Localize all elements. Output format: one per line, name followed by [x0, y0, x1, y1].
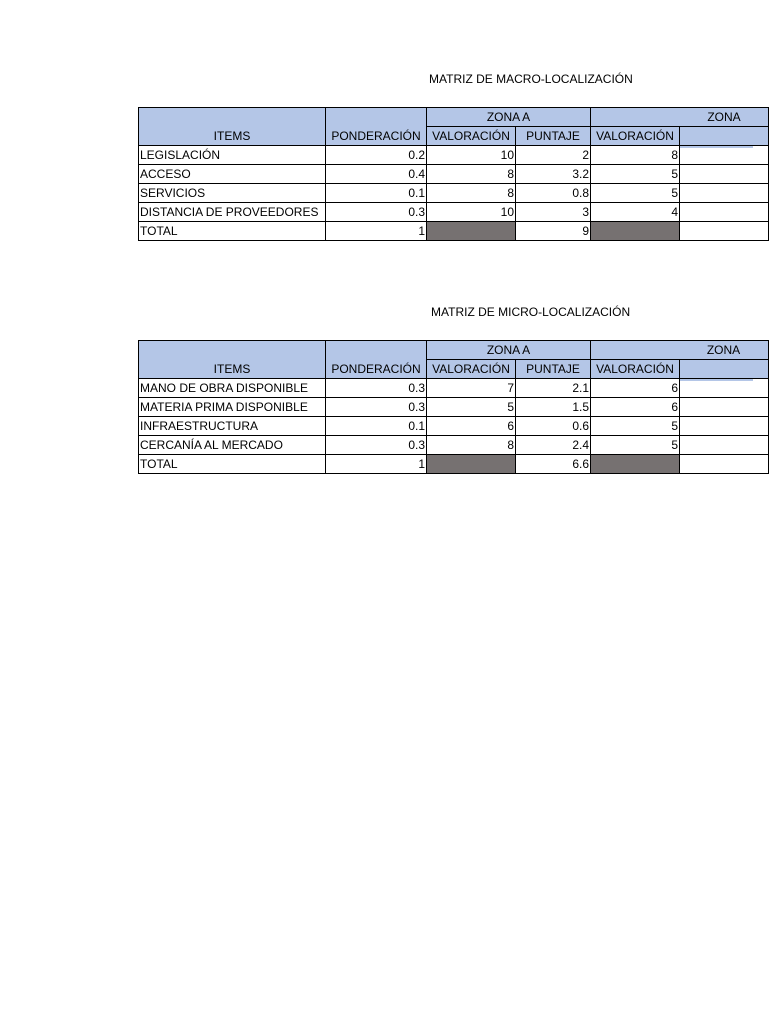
row-puntaje-a: 3.2 — [516, 165, 591, 184]
row-puntaje-a: 3 — [516, 203, 591, 222]
table-row — [139, 398, 769, 417]
row-ponderacion: 0.3 — [326, 436, 427, 455]
row-valoracion-a: 6 — [427, 417, 516, 436]
total-ponderacion: 1 — [326, 222, 427, 241]
row-item: MATERIA PRIMA DISPONIBLE — [139, 398, 326, 417]
micro-header-puntaje-b — [680, 360, 769, 379]
row-item: MANO DE OBRA DISPONIBLE — [139, 379, 326, 398]
row-valoracion-b: 6 — [591, 379, 680, 398]
row-valoracion-a: 10 — [427, 146, 516, 165]
row-valoracion-a: 10 — [427, 203, 516, 222]
micro-header-ponderacion: PONDERACIÓN — [326, 341, 427, 379]
row-valoracion-b: 5 — [591, 417, 680, 436]
total-label: TOTAL — [139, 455, 326, 474]
row-puntaje-a: 1.5 — [516, 398, 591, 417]
row-valoracion-b: 5 — [591, 165, 680, 184]
row-item: INFRAESTRUCTURA — [139, 417, 326, 436]
row-puntaje-b — [680, 184, 769, 203]
row-puntaje-b — [680, 203, 769, 222]
macro-header-zona-a: ZONA A — [427, 108, 591, 127]
row-puntaje-a: 2 — [516, 146, 591, 165]
macro-header-valoracion-b: VALORACIÓN — [591, 127, 680, 146]
micro-header-valoracion-b: VALORACIÓN — [591, 360, 680, 379]
micro-header-items: ITEMS — [139, 341, 326, 379]
total-label: TOTAL — [139, 222, 326, 241]
table-row — [139, 417, 769, 436]
row-valoracion-a: 5 — [427, 398, 516, 417]
row-valoracion-a: 8 — [427, 165, 516, 184]
row-valoracion-a: 7 — [427, 379, 516, 398]
row-item: LEGISLACIÓN — [139, 146, 326, 165]
micro-matrix-table — [138, 340, 741, 479]
table-row — [139, 379, 769, 398]
row-valoracion-b: 6 — [591, 398, 680, 417]
total-valoracion-a-shaded — [427, 222, 516, 241]
row-ponderacion: 0.3 — [326, 398, 427, 417]
row-puntaje-b — [680, 436, 769, 455]
row-puntaje-a: 2.4 — [516, 436, 591, 455]
micro-header-zona-b — [591, 341, 769, 360]
row-puntaje-a: 0.6 — [516, 417, 591, 436]
row-valoracion-b: 5 — [591, 436, 680, 455]
micro-header-zona-b-text: ZONA — [706, 342, 741, 357]
total-puntaje-b — [680, 222, 769, 241]
row-item: ACCESO — [139, 165, 326, 184]
macro-matrix-title: MATRIZ DE MACRO-LOCALIZACIÓN — [429, 72, 633, 86]
row-puntaje-b — [680, 146, 769, 165]
row-puntaje-b — [680, 417, 769, 436]
table-row — [139, 203, 769, 222]
total-ponderacion: 1 — [326, 455, 427, 474]
row-item: CERCANÍA AL MERCADO — [139, 436, 326, 455]
micro-header-puntaje-a: PUNTAJE — [516, 360, 591, 379]
macro-matrix-table — [138, 107, 741, 246]
row-ponderacion: 0.4 — [326, 165, 427, 184]
total-valoracion-a-shaded — [427, 455, 516, 474]
micro-matrix-title: MATRIZ DE MICRO-LOCALIZACIÓN — [431, 305, 631, 319]
macro-header-ponderacion: PONDERACIÓN — [326, 108, 427, 146]
row-puntaje-b — [680, 165, 769, 184]
row-valoracion-b: 5 — [591, 184, 680, 203]
macro-header-zona-b-text: ZONA — [707, 109, 741, 124]
total-puntaje-a: 6.6 — [516, 455, 591, 474]
row-valoracion-a: 8 — [427, 436, 516, 455]
table-row — [139, 165, 769, 184]
total-valoracion-b-shaded — [591, 455, 680, 474]
row-puntaje-a: 2.1 — [516, 379, 591, 398]
row-ponderacion: 0.3 — [326, 203, 427, 222]
total-valoracion-b-shaded — [591, 222, 680, 241]
row-ponderacion: 0.1 — [326, 417, 427, 436]
micro-header-zona-a: ZONA A — [427, 341, 591, 360]
row-ponderacion: 0.3 — [326, 379, 427, 398]
table-row — [139, 436, 769, 455]
macro-header-zona-b — [591, 108, 769, 127]
row-valoracion-a: 8 — [427, 184, 516, 203]
row-item: SERVICIOS — [139, 184, 326, 203]
row-item: DISTANCIA DE PROVEEDORES — [139, 203, 326, 222]
table-row — [139, 146, 769, 165]
total-puntaje-b — [680, 455, 769, 474]
total-row — [139, 455, 769, 474]
macro-header-valoracion-a: VALORACIÓN — [427, 127, 516, 146]
macro-header-puntaje-a: PUNTAJE — [516, 127, 591, 146]
table-row — [139, 184, 769, 203]
row-puntaje-b — [680, 398, 769, 417]
row-puntaje-a: 0.8 — [516, 184, 591, 203]
macro-header-puntaje-b — [680, 127, 769, 146]
total-puntaje-a: 9 — [516, 222, 591, 241]
row-ponderacion: 0.1 — [326, 184, 427, 203]
row-valoracion-b: 8 — [591, 146, 680, 165]
row-puntaje-b — [680, 379, 769, 398]
micro-header-valoracion-a: VALORACIÓN — [427, 360, 516, 379]
macro-header-items: ITEMS — [139, 108, 326, 146]
total-row — [139, 222, 769, 241]
row-ponderacion: 0.2 — [326, 146, 427, 165]
row-valoracion-b: 4 — [591, 203, 680, 222]
